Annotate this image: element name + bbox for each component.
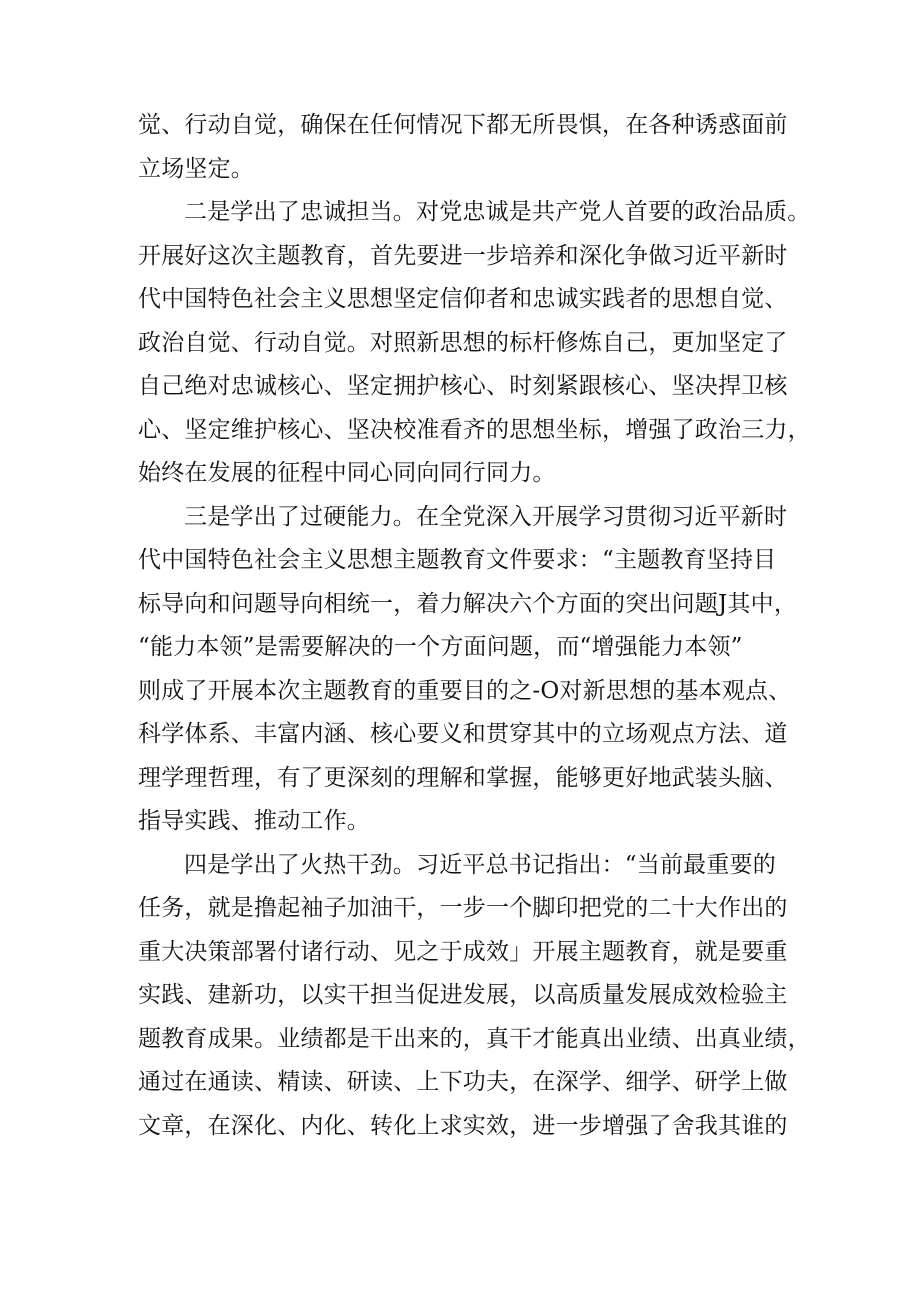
text-line: 文章，在深化、内化、转化上求实效，进一步增强了舍我其谁的: [138, 1112, 788, 1139]
paragraph-first-line: 三是学出了过硬能力。在全党深入开展学习贯彻习近平新时: [184, 503, 788, 530]
text-line: 始终在发展的征程中同心同向同行同力。: [138, 460, 556, 486]
text-line: 重大决策部署付诸行动、见之于成效」开展主题教育，就是要重: [138, 938, 788, 965]
text-line: 任务，就是撸起袖子加油干，一步一个脚印把党的二十大作出的: [138, 895, 788, 921]
text-line: 代中国特色社会主义思想坚定信仰者和忠诚实践者的思想自觉、: [138, 286, 788, 312]
text-line: 代中国特色社会主义思想主题教育文件要求：“主题教育坚持目: [138, 547, 777, 573]
text-line: 科学体系、丰富内涵、核心要义和贯穿其中的立场观点方法、道: [138, 721, 788, 747]
text-line: 通过在通读、精读、研读、上下功夫，在深学、细学、研学上做: [138, 1069, 788, 1095]
paragraph-first-line: 二是学出了忠诚担当。对党忠诚是共产党人首要的政治品质。: [184, 199, 811, 225]
text-line: 题教育成果。业绩都是干出来的，真干才能真出业绩、出真业绩，: [138, 1025, 811, 1052]
text-line: 自己绝对忠诚核心、坚定拥护核心、时刻紧跟核心、坚决捍卫核: [138, 373, 788, 399]
text-line: 则成了开展本次主题教育的重要目的之-O对新思想的基本观点、: [138, 677, 792, 704]
text-line: 心、坚定维护核心、坚决校准看齐的思想坐标，增强了政治三力，: [138, 416, 811, 443]
text-line: 理学理哲理，有了更深刻的理解和掌握，能够更好地武装头脑、: [138, 764, 788, 791]
text-line: 政治自觉、行动自觉。对照新思想的标杆修炼自己，更加坚定了: [138, 329, 788, 356]
text-line: 开展好这次主题教育，首先要进一步培养和深化争做习近平新时: [138, 242, 788, 269]
text-line: 实践、建新功，以实干担当促进发展，以高质量发展成效检验主: [138, 982, 788, 1008]
text-line: 立场坚定。: [138, 155, 254, 182]
paragraph-first-line: 四是学出了火热干劲。习近平总书记指出：“当前最重要的: [184, 851, 776, 878]
text-line: 指导实践、推动工作。: [138, 808, 370, 834]
text-line: 标导向和问题导向相统一，着力解决六个方面的突出问题J其中，: [138, 590, 798, 617]
text-line: “能力本领”是需要解决的一个方面问题，而“增强能力本领”: [138, 634, 743, 660]
text-line: 觉、行动自觉，确保在任何情况下都无所畏惧，在各种诱惑面前: [138, 112, 788, 138]
document-body: [138, 104, 811, 1148]
